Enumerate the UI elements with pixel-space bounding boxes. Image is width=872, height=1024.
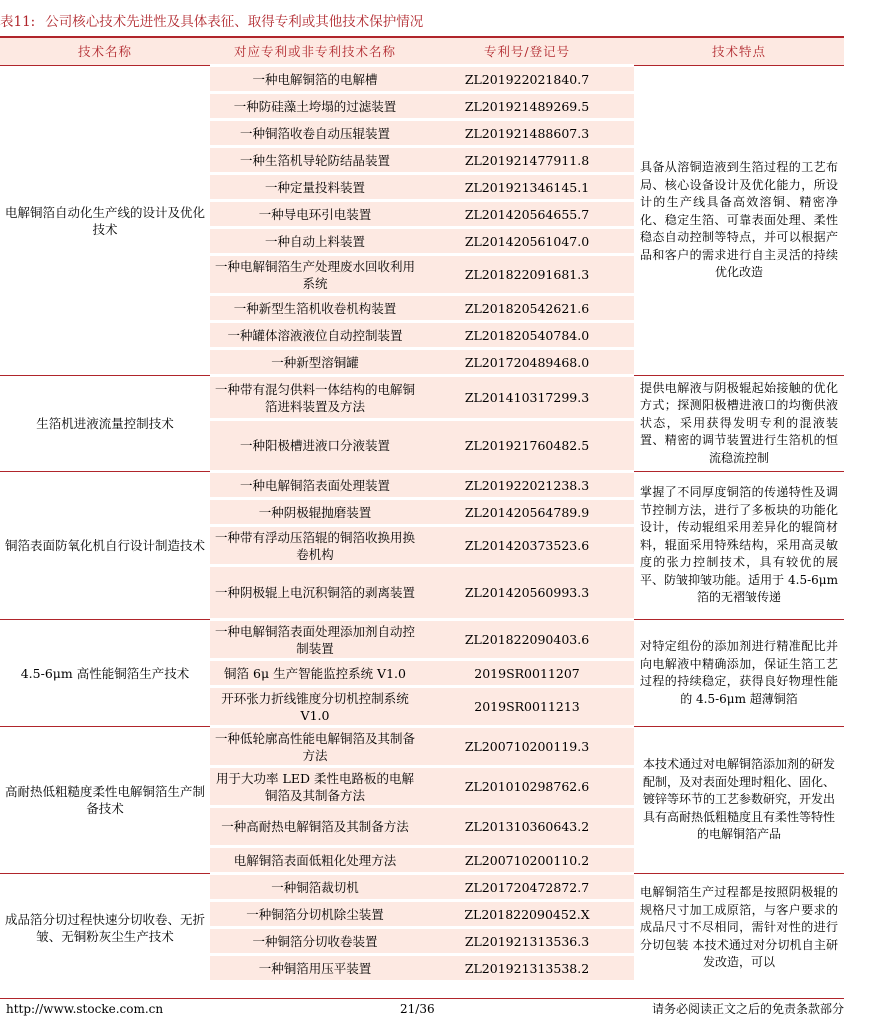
patent-number: ZL201420561047.0 <box>420 228 634 255</box>
patent-name: 一种新型溶铜罐 <box>210 349 420 376</box>
patent-name: 一种铜箔用压平装置 <box>210 955 420 982</box>
header-technology: 技术名称 <box>0 38 210 66</box>
header-feature: 技术特点 <box>634 38 844 66</box>
patent-name: 一种带有浮动压箔辊的铜箔收换用换卷机构 <box>210 526 420 566</box>
header-patent-name: 对应专利或非专利技术名称 <box>210 38 420 66</box>
patent-number: ZL201822090403.6 <box>420 620 634 660</box>
patent-name: 电解铜箔表面低粗化处理方法 <box>210 847 420 874</box>
patent-number: ZL201420560993.3 <box>420 566 634 620</box>
patent-number: ZL200710200119.3 <box>420 727 634 767</box>
patent-name: 铜箔 6μ 生产智能监控系统 V1.0 <box>210 660 420 687</box>
technology-feature: 掌握了不同厚度铜箔的传递特性及调节控制方法，进行了多板块的功能化设计，传动辊组采用差异化的辊筒材料，辊面采用特殊结构，采用高灵敏度的张力控制技术，具有较优的展平、防皱抑皱功能。适用于 4.5-6μm 箔的无褶皱传递 <box>634 472 844 620</box>
patent-name: 一种电解铜箔生产处理废水回收利用系统 <box>210 255 420 295</box>
table-row <box>0 472 844 499</box>
patent-number: ZL201921477911.8 <box>420 147 634 174</box>
patent-name: 一种生箔机导轮防结晶装置 <box>210 147 420 174</box>
patent-name: 一种铜箔分切收卷装置 <box>210 928 420 955</box>
patent-name: 一种罐体溶液液位自动控制装置 <box>210 322 420 349</box>
patent-number: ZL201921313536.3 <box>420 928 634 955</box>
technology-name: 生箔机进液流量控制技术 <box>0 376 210 472</box>
patent-number: ZL201822091681.3 <box>420 255 634 295</box>
patent-number: ZL201921489269.5 <box>420 93 634 120</box>
patent-number: ZL201921760482.5 <box>420 420 634 472</box>
page-number: 21/36 <box>400 1002 435 1016</box>
patent-number: ZL201010298762.6 <box>420 767 634 807</box>
technology-feature: 电解铜箔生产过程都是按照阴极辊的规格尺寸加工成原箔，与客户要求的成品尺寸不尽相同，需针对性的进行分切包装 本技术通过对分切机自主研发改造，可以 <box>634 874 844 982</box>
patent-number: ZL201921488607.3 <box>420 120 634 147</box>
patent-name: 一种带有混匀供料一体结构的电解铜箔进料装置及方法 <box>210 376 420 420</box>
table-row <box>0 727 844 767</box>
patent-name: 一种铜箔裁切机 <box>210 874 420 901</box>
footer-url[interactable]: http://www.stocke.com.cn <box>6 1002 164 1016</box>
patent-number: ZL201922021238.3 <box>420 472 634 499</box>
patent-name: 一种防硅藻土垮塌的过滤装置 <box>210 93 420 120</box>
patent-name: 一种低轮廓高性能电解铜箔及其制备方法 <box>210 727 420 767</box>
patent-number: ZL201420564789.9 <box>420 499 634 526</box>
technology-feature: 提供电解液与阴极辊起始接触的优化方式；探测阳极槽进液口的均衡供液状态，采用获得发明专利的混液装置、精密的调节装置进行生箔机的恒流稳流控制 <box>634 376 844 472</box>
patent-name: 用于大功率 LED 柔性电路板的电解铜箔及其制备方法 <box>210 767 420 807</box>
table-row <box>0 874 844 901</box>
patent-number: ZL201420373523.6 <box>420 526 634 566</box>
patent-number: ZL201820542621.6 <box>420 295 634 322</box>
patent-name: 一种阳极槽进液口分液装置 <box>210 420 420 472</box>
table-row <box>0 66 844 93</box>
patent-name: 一种铜箔分切机除尘装置 <box>210 901 420 928</box>
technology-feature: 对特定组份的添加剂进行精准配比并向电解液中精确添加，保证生箔工艺过程的持续稳定，获得良好物理性能的 4.5-6μm 超薄铜箔 <box>634 620 844 727</box>
technology-name: 4.5-6μm 高性能铜箔生产技术 <box>0 620 210 727</box>
patent-name: 一种铜箔收卷自动压辊装置 <box>210 120 420 147</box>
patent-number: ZL201420564655.7 <box>420 201 634 228</box>
patent-name: 一种定量投料装置 <box>210 174 420 201</box>
technology-feature: 本技术通过对电解铜箔添加剂的研发配制，及对表面处理时粗化、固化、镀锌等环节的工艺参数研究，开发出具有高耐热低粗糙度且有柔性等特性的电解铜箔产品 <box>634 727 844 874</box>
table-number: 表11: <box>0 14 36 30</box>
patent-name: 一种阴极辊上电沉积铜箔的剥离装置 <box>210 566 420 620</box>
patent-table <box>0 38 844 983</box>
technology-name: 铜箔表面防氧化机自行设计制造技术 <box>0 472 210 620</box>
technology-name: 成品箔分切过程快速分切收卷、无折皱、无铜粉灰尘生产技术 <box>0 874 210 982</box>
patent-name: 一种电解铜箔的电解槽 <box>210 66 420 93</box>
patent-name: 一种电解铜箔表面处理添加剂自动控制装置 <box>210 620 420 660</box>
technology-name: 电解铜箔自动化生产线的设计及优化技术 <box>0 66 210 376</box>
patent-name: 一种自动上料装置 <box>210 228 420 255</box>
table-row <box>0 620 844 660</box>
patent-number: ZL201922021840.7 <box>420 66 634 93</box>
technology-name: 高耐热低粗糙度柔性电解铜箔生产制备技术 <box>0 727 210 874</box>
patent-number: ZL201410317299.3 <box>420 376 634 420</box>
patent-number: 2019SR0011213 <box>420 687 634 727</box>
table-row <box>0 376 844 420</box>
table-title: 公司核心技术先进性及具体表征、取得专利或其他技术保护情况 <box>45 14 424 30</box>
patent-name: 开环张力折线锥度分切机控制系统 V1.0 <box>210 687 420 727</box>
patent-number: ZL201820540784.0 <box>420 322 634 349</box>
patent-number: ZL201822090452.X <box>420 901 634 928</box>
patent-number: 2019SR0011207 <box>420 660 634 687</box>
patent-number: ZL201921346145.1 <box>420 174 634 201</box>
patent-number: ZL201720472872.7 <box>420 874 634 901</box>
patent-name: 一种电解铜箔表面处理装置 <box>210 472 420 499</box>
patent-number: ZL200710200110.2 <box>420 847 634 874</box>
patent-name: 一种阴极辊抛磨装置 <box>210 499 420 526</box>
table-caption <box>0 11 872 33</box>
patent-name: 一种导电环引电装置 <box>210 201 420 228</box>
footer-disclaimer: 请务必阅读正文之后的免责条款部分 <box>651 1002 844 1016</box>
patent-number: ZL201720489468.0 <box>420 349 634 376</box>
patent-number: ZL201310360643.2 <box>420 807 634 847</box>
table-header-row <box>0 38 844 66</box>
patent-name: 一种新型生箔机收卷机构装置 <box>210 295 420 322</box>
header-patent-number: 专利号/登记号 <box>420 38 634 66</box>
technology-feature: 具备从溶铜造液到生箔过程的工艺布局、核心设备设计及优化能力，所设计的生产线具备高效溶铜、精密净化、稳定生箔、可靠表面处理、柔性稳态自动控制等特点，并可以根据产品和客户的需求进行自主灵活的持续优化改造 <box>634 66 844 376</box>
patent-number: ZL201921313538.2 <box>420 955 634 982</box>
page-footer <box>0 998 844 1019</box>
patent-name: 一种高耐热电解铜箔及其制备方法 <box>210 807 420 847</box>
